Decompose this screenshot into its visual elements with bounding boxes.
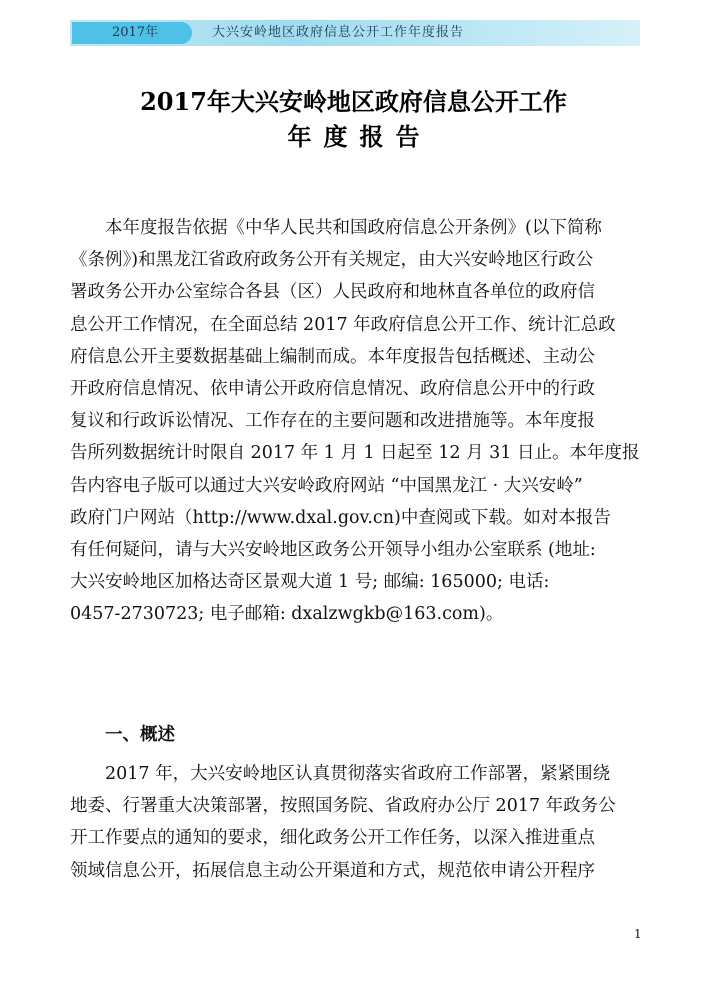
text-line: 地委、行署重大决策部署，按照国务院、省政府办公厅 2017 年政务公 — [70, 796, 616, 817]
document-title-line2: 年度报告 — [287, 122, 432, 151]
text-line: 告所列数据统计时限自 2017 年 1 月 1 日起至 12 月 31 日止。本年度报 — [70, 443, 640, 464]
intro-paragraph — [70, 212, 640, 630]
text-line: 2017 年，大兴安岭地区认真贯彻落实省政府工作部署，紧紧围绕 — [105, 764, 611, 784]
section-heading: 一、概述 — [105, 725, 175, 745]
text-line: 开政府信息情况、依申请公开政府信息情况、政府信息公开中的行政 — [70, 378, 595, 399]
document-title-line1: 2017年大兴安岭地区政府信息公开工作 — [140, 87, 567, 116]
text-line: 政府门户网站（http://www.dxal.gov.cn)中查阅或下载。如对本报告 — [70, 507, 611, 528]
text-line: 开工作要点的通知的要求，细化政务公开工作任务，以深入推进重点 — [70, 828, 595, 849]
text-line: 《条例》)和黑龙江省政府政务公开有关规定，由大兴安岭地区行政公 — [70, 250, 594, 271]
page-number: 1 — [634, 927, 642, 941]
text-line: 有任何疑问，请与大兴安岭地区政务公开领导小组办公室联系 (地址: — [70, 539, 596, 560]
text-line: 府信息公开主要数据基础上编制而成。本年度报告包括概述、主动公 — [70, 346, 595, 367]
text-line: 大兴安岭地区加格达奇区景观大道 1 号; 邮编: 165000; 电话: — [70, 572, 550, 593]
text-line: 署政务公开办公室综合各县（区）人民政府和地林直各单位的政府信 — [70, 282, 595, 303]
section-paragraph — [70, 758, 640, 887]
text-line: 息公开工作情况，在全面总结 2017 年政府信息公开工作、统计汇总政 — [70, 314, 616, 335]
header-year: 2017年 — [72, 22, 192, 44]
text-line: 本年度报告依据《中华人民共和国政府信息公开条例》(以下简称 — [105, 218, 602, 238]
text-line: 告内容电子版可以通过大兴安岭政府网站 “中国黑龙江 · 大兴安岭” — [70, 475, 583, 496]
text-line: 复议和行政诉讼情况、工作存在的主要问题和改进措施等。本年度报 — [70, 411, 595, 432]
text-line: 0457-2730723; 电子邮箱: dxalzwgkb@163.com)。 — [70, 604, 504, 625]
header-title: 大兴安岭地区政府信息公开工作年度报告 — [212, 25, 465, 40]
text-line: 领域信息公开，拓展信息主动公开渠道和方式，规范依申请公开程序 — [70, 860, 595, 881]
